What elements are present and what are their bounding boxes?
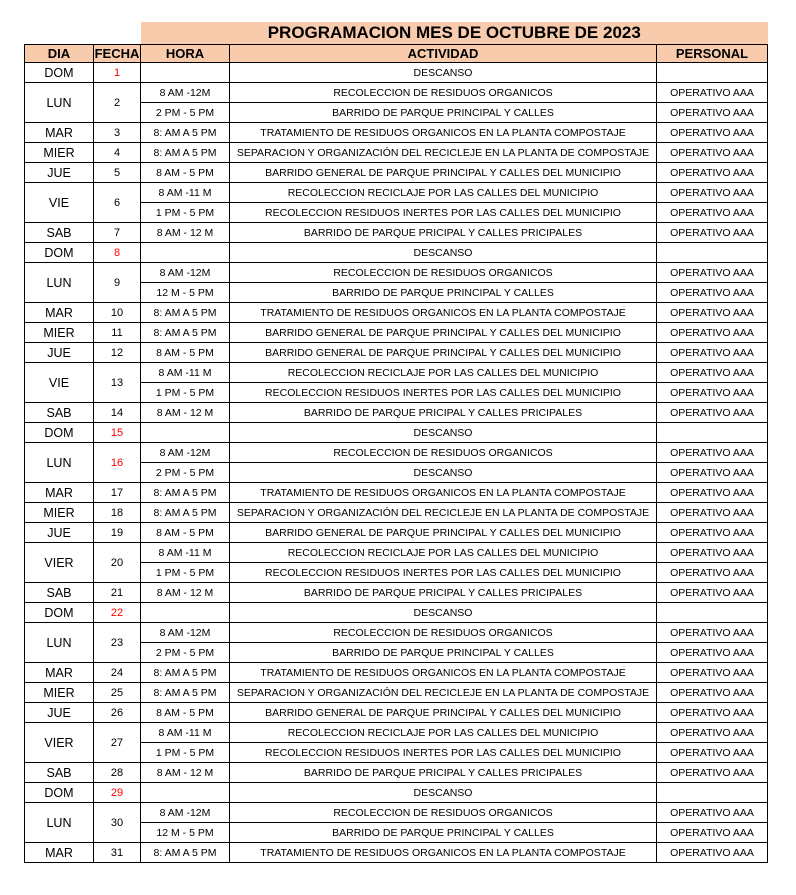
cell-fecha: 22 [94,603,141,623]
cell-fecha: 29 [94,783,141,803]
table-row [25,783,768,803]
table-row [25,163,768,183]
header-row [25,45,768,63]
cell-hora: 8: AM A 5 PM [141,483,230,503]
table-row [25,523,768,543]
cell-dia: MIER [25,683,94,703]
table-row [25,63,768,83]
cell-personal: OPERATIVO AAA [657,523,768,543]
cell-actividad: DESCANSO [230,463,657,483]
cell-personal: OPERATIVO AAA [657,323,768,343]
cell-fecha: 20 [94,543,141,583]
cell-personal: OPERATIVO AAA [657,823,768,843]
table-row [25,123,768,143]
cell-hora: 8 AM -12M [141,803,230,823]
cell-actividad: BARRIDO DE PARQUE PRINCIPAL Y CALLES [230,283,657,303]
cell-dia: SAB [25,763,94,783]
cell-fecha: 19 [94,523,141,543]
cell-actividad: BARRIDO GENERAL DE PARQUE PRINCIPAL Y CALLES DEL MUNICIPIO [230,343,657,363]
cell-actividad: BARRIDO DE PARQUE PRINCIPAL Y CALLES [230,823,657,843]
cell-personal: OPERATIVO AAA [657,463,768,483]
cell-fecha: 14 [94,403,141,423]
table-row [25,663,768,683]
header-dia: DIA [25,45,94,63]
cell-actividad: RECOLECCION DE RESIDUOS ORGANICOS [230,443,657,463]
cell-actividad: BARRIDO GENERAL DE PARQUE PRINCIPAL Y CALLES DEL MUNICIPIO [230,703,657,723]
cell-actividad: TRATAMIENTO DE RESIDUOS ORGANICOS EN LA PLANTA COMPOSTAJE [230,123,657,143]
cell-hora [141,63,230,83]
cell-actividad: DESCANSO [230,243,657,263]
cell-actividad: BARRIDO DE PARQUE PRICIPAL Y CALLES PRICIPALES [230,583,657,603]
header-actividad: ACTIVIDAD [230,45,657,63]
page-title: PROGRAMACION MES DE OCTUBRE DE 2023 [141,22,768,45]
header-personal: PERSONAL [657,45,768,63]
table-row [25,183,768,203]
cell-actividad: BARRIDO DE PARQUE PRINCIPAL Y CALLES [230,103,657,123]
cell-personal [657,603,768,623]
cell-hora: 8: AM A 5 PM [141,843,230,863]
cell-actividad: BARRIDO GENERAL DE PARQUE PRINCIPAL Y CALLES DEL MUNICIPIO [230,523,657,543]
cell-personal: OPERATIVO AAA [657,763,768,783]
cell-dia: DOM [25,63,94,83]
cell-actividad: RECOLECCION RESIDUOS INERTES POR LAS CALLES DEL MUNICIPIO [230,203,657,223]
cell-personal: OPERATIVO AAA [657,383,768,403]
cell-actividad: DESCANSO [230,63,657,83]
table-row [25,723,768,743]
cell-fecha: 7 [94,223,141,243]
cell-dia: LUN [25,803,94,843]
cell-personal: OPERATIVO AAA [657,403,768,423]
cell-dia: MAR [25,303,94,323]
table-row [25,303,768,323]
cell-personal [657,423,768,443]
cell-hora [141,603,230,623]
cell-fecha: 21 [94,583,141,603]
cell-hora: 8 AM - 5 PM [141,523,230,543]
cell-actividad: RECOLECCION DE RESIDUOS ORGANICOS [230,803,657,823]
cell-hora: 8 AM -11 M [141,183,230,203]
cell-dia: DOM [25,603,94,623]
cell-fecha: 25 [94,683,141,703]
cell-actividad: RECOLECCION RESIDUOS INERTES POR LAS CALLES DEL MUNICIPIO [230,383,657,403]
cell-actividad: DESCANSO [230,603,657,623]
table-row [25,143,768,163]
table-row [25,323,768,343]
cell-hora: 8 AM -12M [141,623,230,643]
cell-personal: OPERATIVO AAA [657,683,768,703]
cell-personal: OPERATIVO AAA [657,203,768,223]
cell-dia: LUN [25,263,94,303]
header-fecha: FECHA [94,46,140,61]
cell-hora [141,423,230,443]
cell-dia: LUN [25,83,94,123]
cell-actividad: RECOLECCION RESIDUOS INERTES POR LAS CALLES DEL MUNICIPIO [230,743,657,763]
cell-hora: 8 AM -11 M [141,363,230,383]
cell-fecha: 27 [94,723,141,763]
cell-fecha: 16 [94,443,141,483]
table-row [25,83,768,103]
cell-fecha: 12 [94,343,141,363]
table-row [25,503,768,523]
cell-actividad: TRATAMIENTO DE RESIDUOS ORGANICOS EN LA PLANTA COMPOSTAJE [230,303,657,323]
cell-personal: OPERATIVO AAA [657,303,768,323]
cell-personal: OPERATIVO AAA [657,443,768,463]
table-row [25,443,768,463]
cell-hora: 8 AM -12M [141,83,230,103]
cell-actividad: RECOLECCION RESIDUOS INERTES POR LAS CALLES DEL MUNICIPIO [230,563,657,583]
cell-dia: SAB [25,223,94,243]
cell-dia: VIER [25,723,94,763]
cell-personal: OPERATIVO AAA [657,543,768,563]
schedule-table [24,22,768,863]
cell-hora: 1 PM - 5 PM [141,383,230,403]
cell-hora: 8: AM A 5 PM [141,323,230,343]
cell-personal [657,63,768,83]
cell-personal: OPERATIVO AAA [657,263,768,283]
cell-hora: 8: AM A 5 PM [141,663,230,683]
cell-dia: JUE [25,343,94,363]
cell-hora: 8 AM - 12 M [141,583,230,603]
cell-hora: 8 AM -12M [141,263,230,283]
cell-fecha: 26 [94,703,141,723]
cell-personal: OPERATIVO AAA [657,723,768,743]
cell-dia: MIER [25,503,94,523]
cell-actividad: RECOLECCION DE RESIDUOS ORGANICOS [230,623,657,643]
cell-personal: OPERATIVO AAA [657,843,768,863]
table-row [25,763,768,783]
cell-fecha: 4 [94,143,141,163]
cell-personal: OPERATIVO AAA [657,623,768,643]
cell-hora: 8 AM - 12 M [141,403,230,423]
cell-fecha: 1 [94,63,141,83]
cell-dia: DOM [25,423,94,443]
cell-fecha: 2 [94,83,141,123]
cell-dia: JUE [25,163,94,183]
cell-fecha: 18 [94,503,141,523]
table-row [25,603,768,623]
cell-actividad: RECOLECCION RECICLAJE POR LAS CALLES DEL MUNICIPIO [230,543,657,563]
cell-dia: SAB [25,403,94,423]
cell-hora: 1 PM - 5 PM [141,743,230,763]
cell-dia: LUN [25,623,94,663]
table-row [25,803,768,823]
cell-actividad: TRATAMIENTO DE RESIDUOS ORGANICOS EN LA PLANTA COMPOSTAJE [230,663,657,683]
cell-dia: MAR [25,123,94,143]
title-blank-cell [25,22,141,45]
schedule-body [25,63,768,863]
cell-hora: 2 PM - 5 PM [141,643,230,663]
cell-actividad: BARRIDO DE PARQUE PRICIPAL Y CALLES PRICIPALES [230,403,657,423]
cell-personal: OPERATIVO AAA [657,743,768,763]
cell-personal: OPERATIVO AAA [657,583,768,603]
cell-actividad: BARRIDO DE PARQUE PRICIPAL Y CALLES PRICIPALES [230,223,657,243]
cell-actividad: RECOLECCION RECICLAJE POR LAS CALLES DEL MUNICIPIO [230,183,657,203]
cell-personal: OPERATIVO AAA [657,363,768,383]
cell-fecha: 11 [94,323,141,343]
cell-actividad: DESCANSO [230,423,657,443]
cell-hora: 8: AM A 5 PM [141,123,230,143]
cell-personal: OPERATIVO AAA [657,103,768,123]
cell-dia: MAR [25,483,94,503]
table-row [25,223,768,243]
cell-fecha: 30 [94,803,141,843]
cell-personal: OPERATIVO AAA [657,703,768,723]
cell-actividad: BARRIDO GENERAL DE PARQUE PRINCIPAL Y CALLES DEL MUNICIPIO [230,163,657,183]
cell-fecha: 8 [94,243,141,263]
cell-personal: OPERATIVO AAA [657,643,768,663]
cell-personal: OPERATIVO AAA [657,283,768,303]
cell-hora: 2 PM - 5 PM [141,463,230,483]
cell-actividad: BARRIDO GENERAL DE PARQUE PRINCIPAL Y CALLES DEL MUNICIPIO [230,323,657,343]
cell-personal: OPERATIVO AAA [657,343,768,363]
cell-fecha: 24 [94,663,141,683]
cell-personal: OPERATIVO AAA [657,563,768,583]
cell-dia: MAR [25,663,94,683]
cell-personal: OPERATIVO AAA [657,803,768,823]
cell-fecha: 28 [94,763,141,783]
cell-hora [141,243,230,263]
cell-fecha: 15 [94,423,141,443]
cell-hora: 12 M - 5 PM [141,283,230,303]
cell-hora: 8 AM -11 M [141,543,230,563]
cell-actividad: TRATAMIENTO DE RESIDUOS ORGANICOS EN LA PLANTA COMPOSTAJE [230,483,657,503]
cell-hora: 8: AM A 5 PM [141,303,230,323]
cell-hora: 8 AM -12M [141,443,230,463]
cell-personal: OPERATIVO AAA [657,143,768,163]
cell-hora [141,783,230,803]
table-row [25,543,768,563]
cell-actividad: SEPARACION Y ORGANIZACIÓN DEL RECICLEJE EN LA PLANTA DE COMPOSTAJE [230,143,657,163]
cell-actividad: BARRIDO DE PARQUE PRINCIPAL Y CALLES [230,643,657,663]
table-row [25,703,768,723]
table-row [25,243,768,263]
cell-hora: 8 AM -11 M [141,723,230,743]
cell-actividad: SEPARACION Y ORGANIZACIÓN DEL RECICLEJE EN LA PLANTA DE COMPOSTAJE [230,683,657,703]
cell-personal: OPERATIVO AAA [657,123,768,143]
table-row [25,843,768,863]
table-row [25,483,768,503]
cell-fecha: 23 [94,623,141,663]
cell-fecha: 3 [94,123,141,143]
table-row [25,263,768,283]
cell-personal: OPERATIVO AAA [657,663,768,683]
cell-personal: OPERATIVO AAA [657,483,768,503]
cell-dia: VIER [25,543,94,583]
cell-dia: DOM [25,783,94,803]
cell-personal: OPERATIVO AAA [657,223,768,243]
cell-dia: LUN [25,443,94,483]
cell-actividad: SEPARACION Y ORGANIZACIÓN DEL RECICLEJE EN LA PLANTA DE COMPOSTAJE [230,503,657,523]
cell-fecha: 9 [94,263,141,303]
cell-hora: 8 AM - 5 PM [141,703,230,723]
cell-personal: OPERATIVO AAA [657,83,768,103]
cell-dia: DOM [25,243,94,263]
cell-personal [657,783,768,803]
cell-actividad: DESCANSO [230,783,657,803]
cell-hora: 8 AM - 12 M [141,223,230,243]
cell-actividad: TRATAMIENTO DE RESIDUOS ORGANICOS EN LA PLANTA COMPOSTAJE [230,843,657,863]
cell-fecha: 5 [94,163,141,183]
cell-dia: MIER [25,323,94,343]
cell-hora: 8 AM - 5 PM [141,163,230,183]
cell-fecha: 31 [94,843,141,863]
cell-dia: JUE [25,523,94,543]
cell-fecha: 10 [94,303,141,323]
cell-hora: 1 PM - 5 PM [141,203,230,223]
cell-actividad: RECOLECCION DE RESIDUOS ORGANICOS [230,263,657,283]
cell-hora: 12 M - 5 PM [141,823,230,843]
cell-fecha: 17 [94,483,141,503]
cell-dia: SAB [25,583,94,603]
cell-hora: 2 PM - 5 PM [141,103,230,123]
cell-personal: OPERATIVO AAA [657,163,768,183]
table-row [25,403,768,423]
table-row [25,583,768,603]
cell-fecha: 13 [94,363,141,403]
table-row [25,623,768,643]
table-row [25,343,768,363]
table-row [25,423,768,443]
cell-hora: 1 PM - 5 PM [141,563,230,583]
table-row [25,363,768,383]
cell-dia: MAR [25,843,94,863]
cell-personal: OPERATIVO AAA [657,183,768,203]
cell-actividad: RECOLECCION RECICLAJE POR LAS CALLES DEL MUNICIPIO [230,363,657,383]
cell-hora: 8 AM - 5 PM [141,343,230,363]
cell-actividad: BARRIDO DE PARQUE PRICIPAL Y CALLES PRICIPALES [230,763,657,783]
table-row [25,683,768,703]
cell-personal [657,243,768,263]
cell-hora: 8: AM A 5 PM [141,143,230,163]
cell-dia: JUE [25,703,94,723]
header-hora: HORA [141,45,230,63]
cell-actividad: RECOLECCION DE RESIDUOS ORGANICOS [230,83,657,103]
cell-dia: MIER [25,143,94,163]
cell-actividad: RECOLECCION RECICLAJE POR LAS CALLES DEL MUNICIPIO [230,723,657,743]
cell-hora: 8: AM A 5 PM [141,683,230,703]
cell-hora: 8: AM A 5 PM [141,503,230,523]
cell-personal: OPERATIVO AAA [657,503,768,523]
cell-hora: 8 AM - 12 M [141,763,230,783]
cell-dia: VIE [25,363,94,403]
cell-fecha: 6 [94,183,141,223]
cell-dia: VIE [25,183,94,223]
